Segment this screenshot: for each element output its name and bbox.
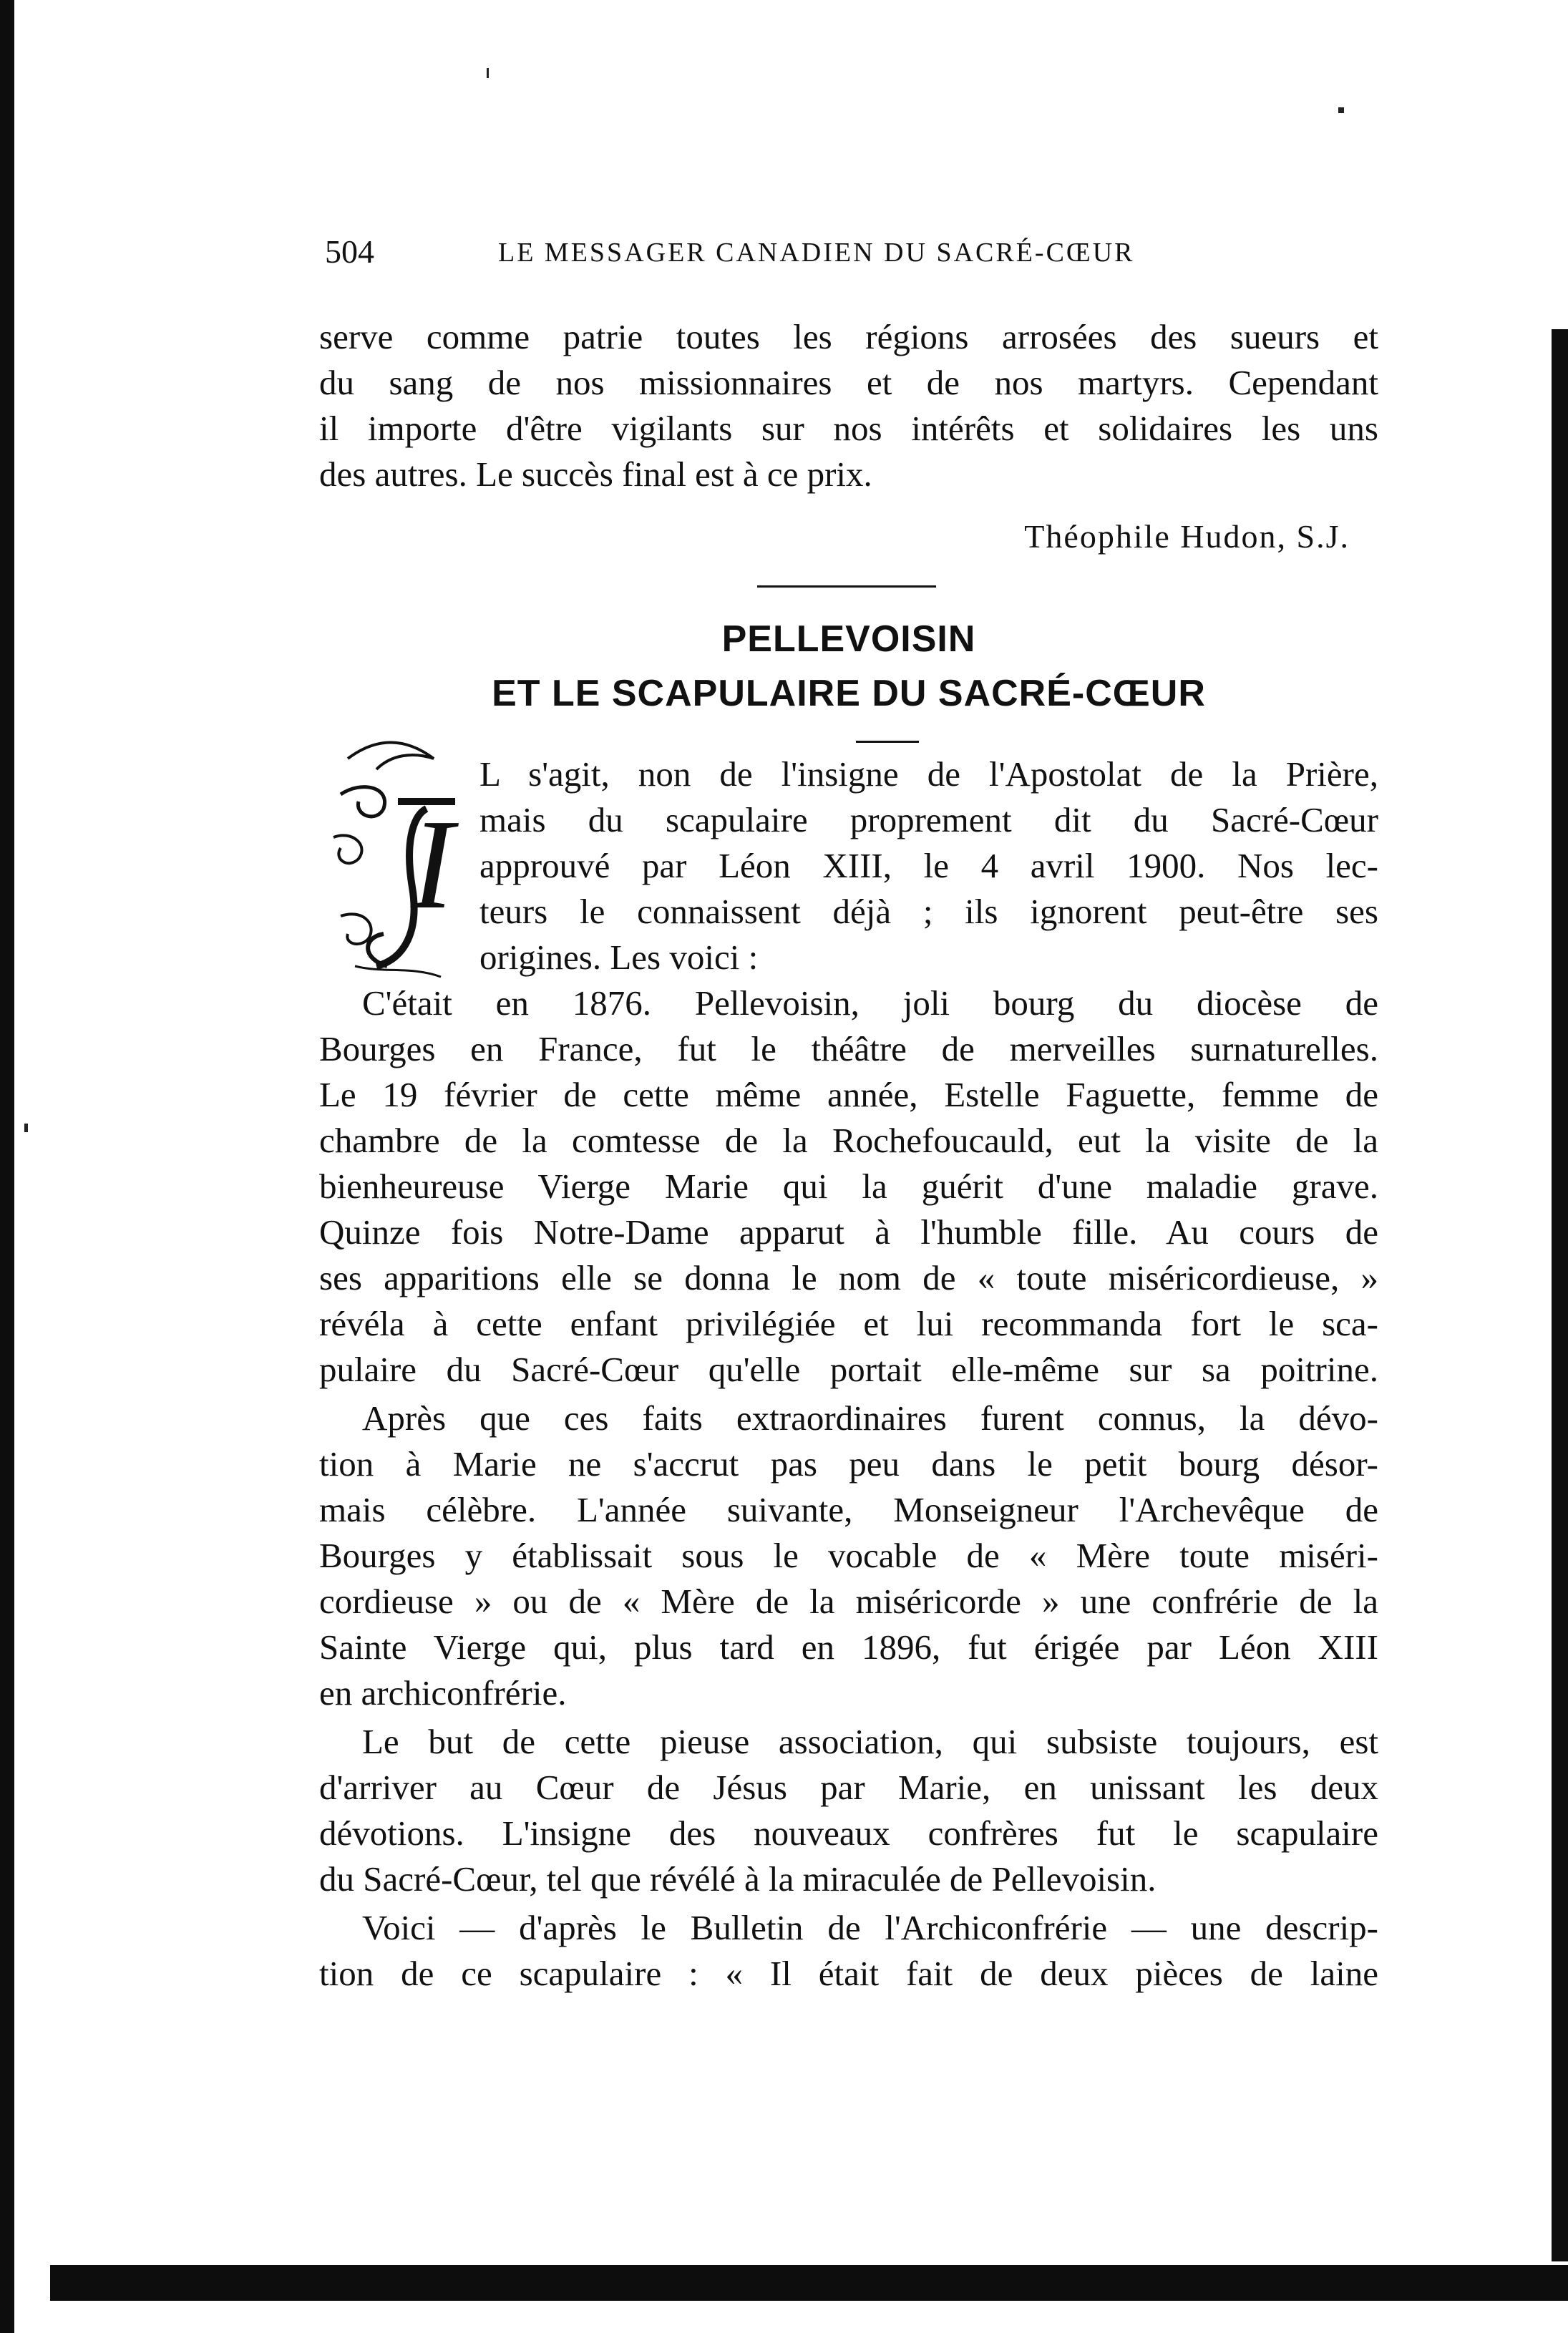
- scan-bottom-edge: [50, 2265, 1568, 2301]
- text-line: Voici — d'après le Bulletin de l'Archiconfrérie — une descrip-: [362, 1908, 1378, 1947]
- page-content: [319, 233, 1378, 1997]
- text-line: des autres. Le succès final est à ce prix.: [319, 454, 872, 494]
- text-line: chambre de la comtesse de la Rochefoucauld, eut la visite de la: [319, 1121, 1378, 1160]
- text-line: d'arriver au Cœur de Jésus par Marie, en unissant les deux: [319, 1768, 1378, 1807]
- scan-left-edge: [0, 0, 14, 2333]
- prev-article-ending: [319, 314, 1378, 497]
- opening-paragraph: [319, 751, 1378, 980]
- text-line: ses apparitions elle se donna le nom de « toute miséricordieuse, »: [319, 1258, 1378, 1297]
- text-line: Le 19 février de cette même année, Estelle Faguette, femme de: [319, 1075, 1378, 1114]
- dropcap-letter: I: [411, 793, 454, 935]
- text-line: pulaire du Sacré-Cœur qu'elle portait elle-même sur sa poitrine.: [319, 1350, 1378, 1389]
- text-line: dévotions. L'insigne des nouveaux confrères fut le scapulaire: [319, 1813, 1378, 1853]
- page-number: 504: [325, 233, 374, 270]
- title-divider: [856, 741, 919, 743]
- section-divider: [757, 585, 936, 588]
- scan-speck: [487, 68, 489, 78]
- dropcap-text: [479, 751, 1378, 980]
- paragraph: [319, 980, 1378, 1393]
- text-line: C'était en 1876. Pellevoisin, joli bourg du diocèse de: [362, 983, 1378, 1023]
- article-subtitle: ET LE SCAPULAIRE DU SACRÉ-CŒUR: [492, 673, 1206, 714]
- text-line: en archiconfrérie.: [319, 1673, 567, 1713]
- text-line: serve comme patrie toutes les régions arrosées des sueurs et: [319, 317, 1378, 356]
- text-line: approuvé par Léon XIII, le 4 avril 1900. Nos lec-: [479, 846, 1378, 885]
- text-line: Quinze fois Notre-Dame apparut à l'humble fille. Au cours de: [319, 1212, 1378, 1252]
- text-line: mais célèbre. L'année suivante, Monseigneur l'Archevêque de: [319, 1490, 1378, 1529]
- paragraph: [319, 1719, 1378, 1902]
- scan-speck: [24, 1124, 28, 1132]
- text-line: L s'agit, non de l'insigne de l'Apostolat de la Prière,: [479, 754, 1378, 794]
- scan-right-edge: [1552, 329, 1568, 2261]
- running-head: [319, 233, 1378, 283]
- text-line: Sainte Vierge qui, plus tard en 1896, fut érigée par Léon XIII: [319, 1627, 1378, 1667]
- text-line: il importe d'être vigilants sur nos intérêts et solidaires les uns: [319, 409, 1378, 448]
- text-line: Après que ces faits extraordinaires furent connus, la dévo-: [362, 1398, 1378, 1438]
- text-line: Le but de cette pieuse association, qui subsiste toujours, est: [362, 1722, 1378, 1761]
- text-line: tion à Marie ne s'accrut pas peu dans le petit bourg désor-: [319, 1444, 1378, 1484]
- header-title: LE MESSAGER CANADIEN DU SACRÉ-CŒUR: [498, 238, 1135, 268]
- text-line: révéla à cette enfant privilégiée et lui recommanda fort le sca-: [319, 1304, 1378, 1343]
- scan-speck: [1338, 107, 1344, 113]
- text-line: mais du scapulaire proprement dit du Sacré-Cœur: [479, 800, 1378, 839]
- text-line: bienheureuse Vierge Marie qui la guérit d'une maladie grave.: [319, 1166, 1378, 1206]
- text-line: Bourges y établissait sous le vocable de « Mère toute miséri-: [319, 1536, 1378, 1575]
- text-line: cordieuse » ou de « Mère de la miséricorde » une confrérie de la: [319, 1582, 1378, 1621]
- article-title: PELLEVOISIN: [721, 618, 976, 660]
- author-signature: Théophile Hudon, S.J.: [1024, 518, 1350, 555]
- text-line: teurs le connaissent déjà ; ils ignorent peut-être ses: [479, 892, 1378, 931]
- ornamental-initial-icon: [319, 730, 469, 988]
- text-line: du sang de nos missionnaires et de nos martyrs. Cependant: [319, 363, 1378, 402]
- paragraph: [319, 1396, 1378, 1716]
- paragraph: [319, 1905, 1378, 1997]
- text-line: tion de ce scapulaire : « Il était fait de deux pièces de laine: [319, 1954, 1378, 1993]
- text-line: du Sacré-Cœur, tel que révélé à la miraculée de Pellevoisin.: [319, 1859, 1156, 1899]
- text-line: Bourges en France, fut le théâtre de merveilles surnaturelles.: [319, 1029, 1378, 1068]
- text-line: origines. Les voici :: [479, 937, 759, 977]
